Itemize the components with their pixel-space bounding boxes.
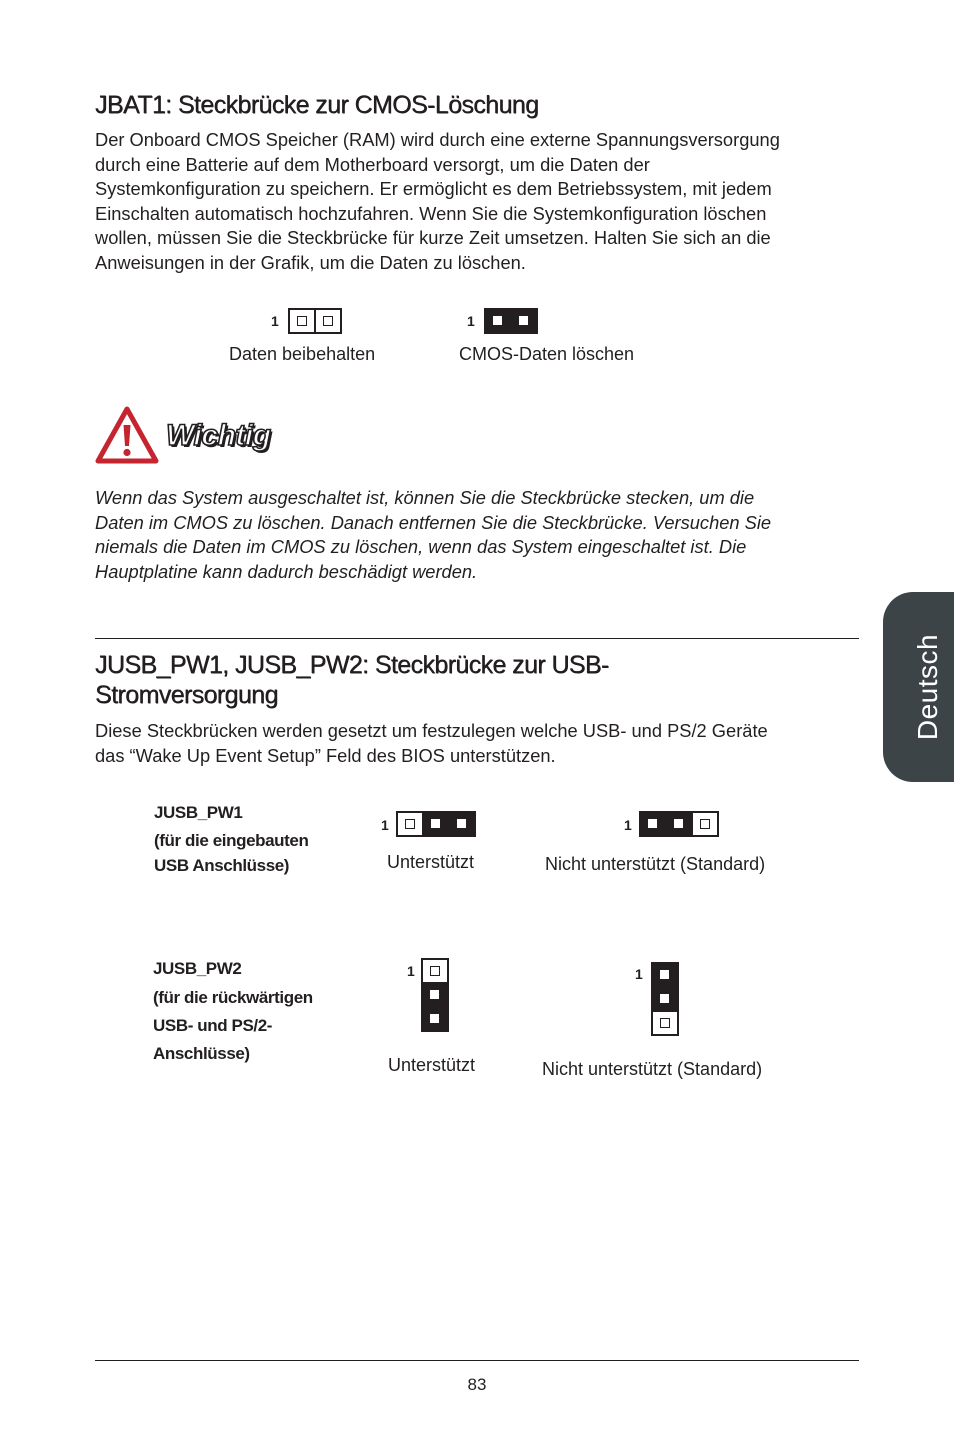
- page-number: 83: [467, 1375, 487, 1394]
- jusb-pw2-name: JUSB_PW2: [153, 959, 242, 978]
- jumper-clear-cmos: [484, 308, 538, 334]
- important-title: Wichtig: [166, 419, 271, 452]
- jumper-pin-shorted: [449, 812, 475, 836]
- jusb-pw1-desc: (für die eingebauten USB Anschlüsse): [154, 831, 309, 875]
- jumper-pin-shorted: [422, 983, 448, 1007]
- jumper-pw2-not-supported: [651, 962, 679, 1036]
- jumper-caption-pw2-not-supported: Nicht unterstützt (Standard): [542, 1059, 763, 1079]
- jumper-caption-clear: CMOS-Daten löschen: [459, 344, 635, 364]
- section-title-jbat1: JBAT1: Steckbrücke zur CMOS-Löschung: [95, 91, 539, 119]
- language-tab[interactable]: [883, 592, 954, 782]
- section-body-jusb: Diese Steckbrücken werden gesetzt um festzulegen welche USB- und PS/2 Geräte das “Wake Up Event Setup” Feld des BIOS unterstützen.: [95, 720, 768, 766]
- jumper-pin-shorted: [640, 812, 666, 836]
- pin1-label: 1: [624, 817, 632, 833]
- important-body: Wenn das System ausgeschaltet ist, können Sie die Steckbrücke stecken, um die Daten im CMOS zu löschen. Danach entfernen Sie die Steckbrücke. Versuchen Sie niemals die Daten im CMOS zu löschen, wenn das System eingeschaltet ist. Die Hauptplatine kann dadurch beschädigt werden.: [95, 487, 772, 582]
- jumper-caption-pw2-supported: Unterstützt: [388, 1055, 476, 1075]
- section-title-jusb: JUSB_PW1, JUSB_PW2: Steckbrücke zur USB- Stromversorgung: [95, 651, 609, 709]
- pin1-label: 1: [381, 817, 389, 833]
- jumper-pw1-supported: [396, 811, 476, 837]
- jumper-pw1-not-supported: [639, 811, 719, 837]
- jumper-pin: [652, 1011, 678, 1035]
- jumper-pin-shorted: [422, 1007, 448, 1031]
- jumper-caption-keep: Daten beibehalten: [229, 344, 376, 364]
- language-tab-label: Deutsch: [912, 633, 943, 741]
- jumper-pin: [422, 959, 448, 983]
- jumper-caption-pw1-supported: Unterstützt: [387, 852, 475, 872]
- jumper-pin-shorted: [485, 309, 511, 333]
- footer-divider: [95, 1360, 859, 1361]
- jumper-keep-data: [288, 308, 342, 334]
- section-body-jbat1: Der Onboard CMOS Speicher (RAM) wird durch eine externe Spannungsversorgung durch eine Batterie auf dem Motherboard versorgt, um die Daten der Systemkonfiguration zu speichern. Er ermöglicht es dem Betriebssystem, mit jedem Einschalten automatisch hochzufahren. Wenn Sie die Systemkonfiguration löschen wollen, müssen Sie die Steckbrücke für kurze Zeit umsetzen. Halten Sie sich an die Anweisungen in der Grafik, um die Daten zu löschen.: [95, 129, 780, 273]
- jumper-pin: [692, 812, 718, 836]
- warning-triangle-icon: [95, 406, 159, 464]
- pin1-label: 1: [271, 313, 279, 329]
- jumper-pin: [315, 309, 341, 333]
- jumper-pin-shorted: [511, 309, 537, 333]
- pin1-label: 1: [467, 313, 475, 329]
- jumper-pin-shorted: [666, 812, 692, 836]
- pin1-label: 1: [407, 963, 415, 979]
- jusb-pw2-desc: (für die rückwärtigen USB- und PS/2- Anschlüsse): [153, 988, 313, 1063]
- jumper-caption-pw1-not-supported: Nicht unterstützt (Standard): [545, 854, 766, 874]
- jumper-pin-shorted: [652, 987, 678, 1011]
- jumper-pin: [289, 309, 315, 333]
- section-divider: [95, 638, 859, 639]
- jumper-pw2-supported: [421, 958, 449, 1032]
- jumper-pin: [397, 812, 423, 836]
- jusb-pw1-name: JUSB_PW1: [154, 803, 243, 822]
- jumper-pin-shorted: [423, 812, 449, 836]
- pin1-label: 1: [635, 966, 643, 982]
- jumper-pin-shorted: [652, 963, 678, 987]
